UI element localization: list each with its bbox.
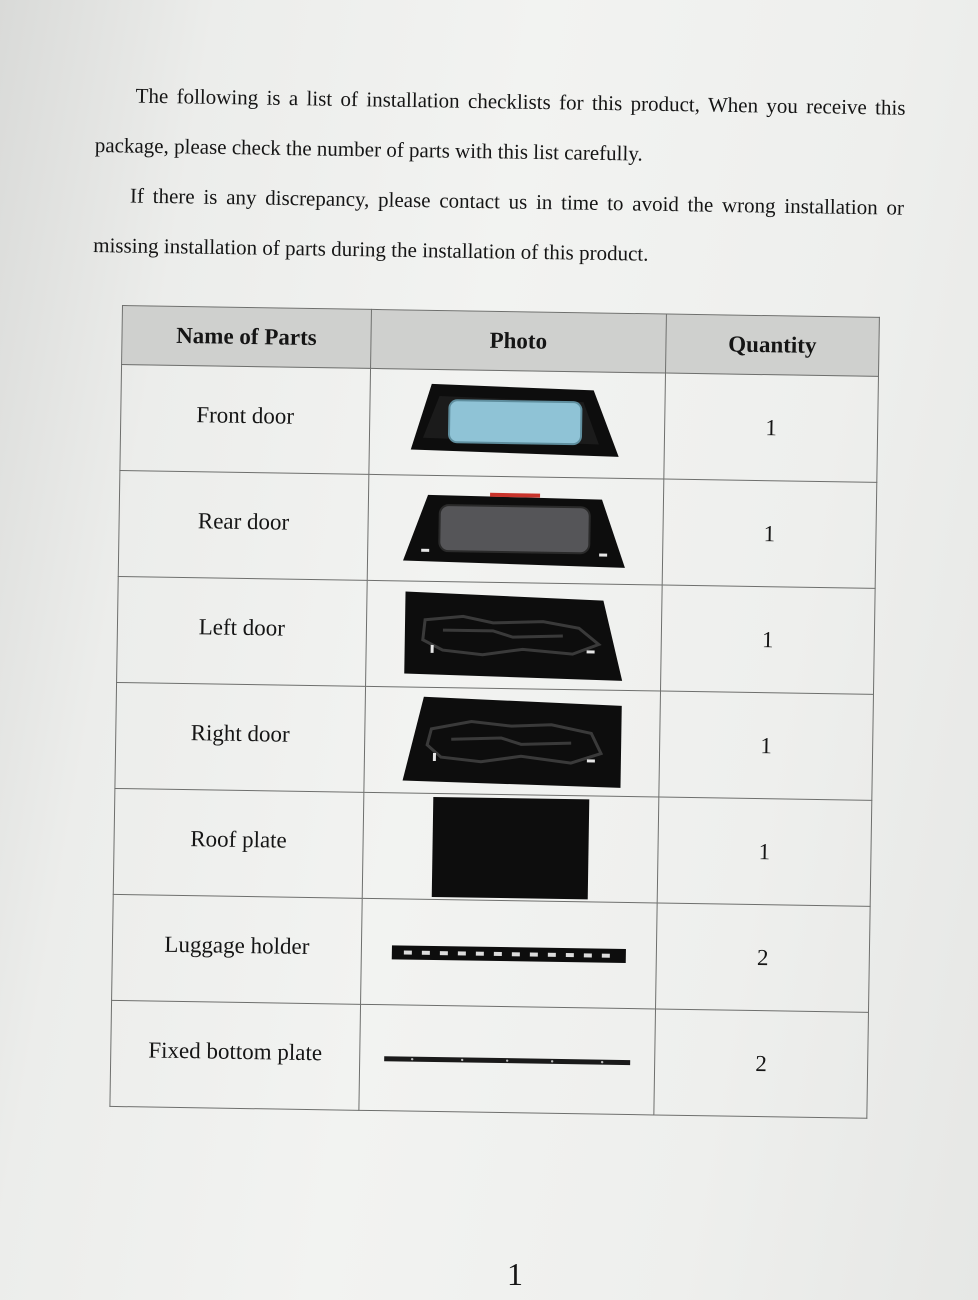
- part-photo: [367, 474, 664, 585]
- part-name: Fixed bottom plate: [110, 1000, 360, 1110]
- part-photo: [359, 1004, 656, 1115]
- table-row: [112, 894, 871, 1012]
- part-photo: [365, 580, 662, 691]
- roof-plate-icon: [430, 794, 592, 901]
- table-row: [113, 788, 872, 906]
- table-row: [110, 1000, 869, 1118]
- part-photo: [364, 686, 661, 797]
- part-name: Right door: [115, 682, 365, 792]
- intro-text: [93, 70, 906, 283]
- part-photo: [369, 368, 666, 479]
- table-row: [120, 365, 879, 483]
- part-photo: [362, 792, 659, 903]
- parts-checklist-table: [109, 305, 880, 1119]
- part-quantity: 2: [655, 903, 870, 1012]
- rear-door-panel-icon: [401, 488, 630, 572]
- fixed-bottom-plate-bar-icon: [382, 1052, 632, 1068]
- part-name: Roof plate: [113, 788, 363, 898]
- right-door-panel-icon: [400, 694, 623, 789]
- front-door-panel-icon: [408, 379, 625, 468]
- part-name: Left door: [117, 576, 367, 686]
- part-name: Rear door: [118, 470, 368, 580]
- part-quantity: 1: [660, 585, 875, 694]
- table-row: [118, 470, 877, 588]
- part-photo: [360, 898, 657, 1009]
- left-door-panel-icon: [402, 589, 625, 682]
- intro-paragraph-1: The following is a list of installation checklists for this product, When you receive this package, please check the number of parts with this list carefully.: [94, 83, 906, 166]
- part-quantity: 1: [664, 373, 879, 482]
- luggage-holder-rail-icon: [390, 942, 628, 966]
- intro-paragraph-2: If there is any discrepancy, please contact us in time to avoid the wrong installation or missing installation of parts during the installation of this product.: [93, 183, 905, 266]
- page-number: 1: [507, 1256, 523, 1292]
- table-row: [117, 576, 876, 694]
- header-photo: Photo: [370, 309, 666, 373]
- header-quantity: Quantity: [665, 314, 879, 376]
- part-name: Luggage holder: [112, 894, 362, 1004]
- part-name: Front door: [120, 365, 370, 475]
- header-name-of-parts: Name of Parts: [122, 306, 372, 369]
- part-quantity: 1: [659, 691, 874, 800]
- part-quantity: 1: [662, 479, 877, 588]
- part-quantity: 2: [654, 1009, 869, 1118]
- part-quantity: 1: [657, 797, 872, 906]
- table-row: [115, 682, 874, 800]
